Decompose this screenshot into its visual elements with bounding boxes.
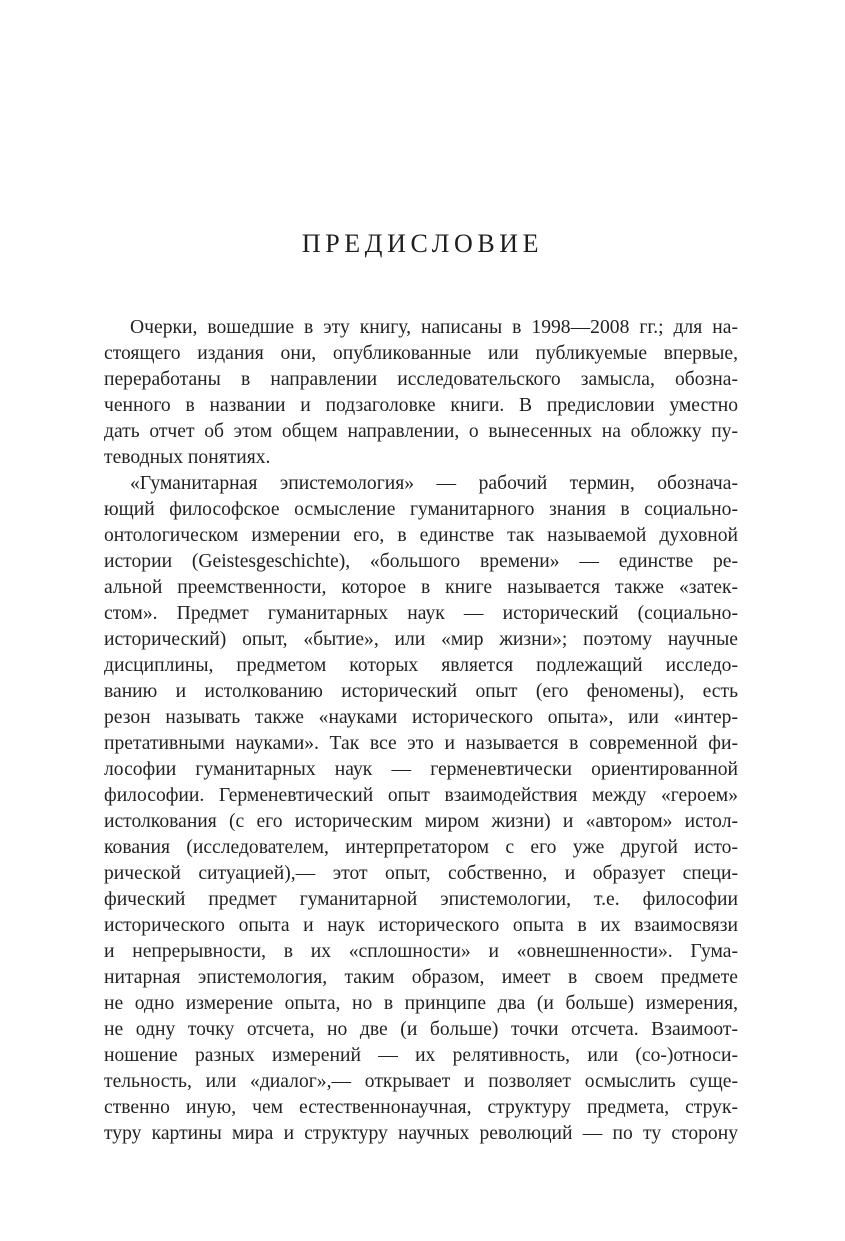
text-line: претативными науками». Так все это и называется в современной фи-: [104, 733, 738, 754]
text-line: альной преемственности, которое в книге называется также «затек-: [104, 577, 738, 598]
text-line: Очерки, вошедшие в эту книгу, написаны в 1998—2008 гг.; для на-: [130, 317, 738, 338]
body-text: [104, 315, 738, 1147]
text-line: истории (Geistesgeschichte), «большого времени» — единстве ре-: [104, 551, 738, 572]
text-line: лософии гуманитарных наук — герменевтически ориентированной: [104, 759, 738, 780]
text-line: исторического опыта и наук исторического опыта в их взаимосвязи: [104, 915, 738, 936]
text-line: дисциплины, предметом которых является подлежащий исследо-: [104, 655, 738, 676]
text-line: туру картины мира и структуру научных революций — по ту сторону: [104, 1123, 738, 1144]
text-line: философии. Герменевтический опыт взаимодействия между «героем»: [104, 785, 738, 806]
text-line: не одну точку отсчета, но две (и больше) точки отсчета. Взаимоот-: [104, 1019, 738, 1040]
text-line: ченного в названии и подзаголовке книги. В предисловии уместно: [104, 395, 738, 416]
text-line: онтологическом измерении его, в единстве так называемой духовной: [104, 525, 738, 546]
text-line: стоящего издания они, опубликованные или публикуемые впервые,: [104, 343, 738, 364]
text-line: ношение разных измерений — их релятивность, или (со-)относи-: [104, 1045, 738, 1066]
text-line: рической ситуацией),— этот опыт, собственно, и образует специ-: [104, 863, 738, 884]
page-title: ПРЕДИСЛОВИЕ: [301, 229, 544, 258]
text-line: фический предмет гуманитарной эпистемологии, т.е. философии: [104, 889, 738, 910]
text-line: резон называть также «науками исторического опыта», или «интер-: [104, 707, 738, 728]
text-line: исторический) опыт, «бытие», или «мир жизни»; поэтому научные: [104, 629, 738, 650]
paragraph-2: [104, 471, 738, 1147]
text-line: истолкования (с его историческим миром жизни) и «автором» истол-: [104, 811, 738, 832]
text-line: дать отчет об этом общем направлении, о вынесенных на обложку пу-: [104, 421, 738, 442]
text-line: тельность, или «диалог»,— открывает и позволяет осмыслить суще-: [104, 1071, 738, 1092]
text-line: переработаны в направлении исследовательского замысла, обозна-: [104, 369, 738, 390]
text-line: нитарная эпистемология, таким образом, имеет в своем предмете: [104, 967, 738, 988]
text-line: теводных понятиях.: [104, 447, 271, 468]
text-line: стом». Предмет гуманитарных наук — исторический (социально-: [104, 603, 738, 624]
paragraph-1: [104, 315, 738, 471]
text-line: и непрерывности, в их «сплошности» и «овнешненности». Гума-: [104, 941, 738, 962]
text-line: ственно иную, чем естественнонаучная, структуру предмета, струк-: [104, 1097, 738, 1118]
text-line: не одно измерение опыта, но в принципе два (и больше) измерения,: [104, 993, 738, 1014]
text-line: кования (исследователем, интерпретатором с его уже другой исто-: [104, 837, 738, 858]
text-line: ющий философское осмысление гуманитарного знания в социально-: [104, 499, 738, 520]
text-line: ванию и истолкованию исторический опыт (его феномены), есть: [104, 681, 738, 702]
text-line: «Гуманитарная эпистемология» — рабочий термин, обознача-: [130, 473, 738, 494]
